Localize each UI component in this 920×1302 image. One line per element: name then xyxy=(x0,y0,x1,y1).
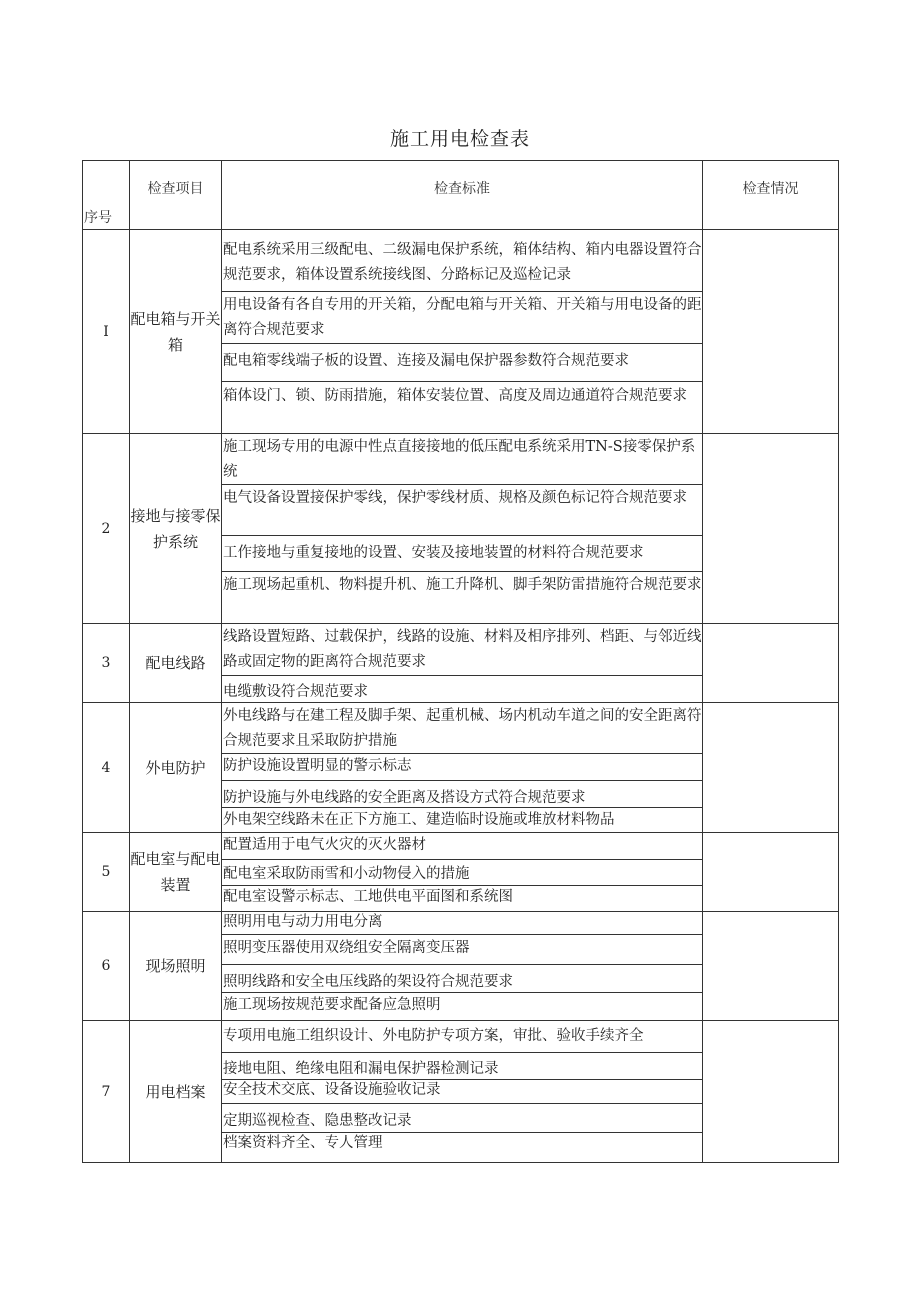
standard-line: 电气设备设置接保护零线，保护零线材质、规格及颜色标记符合规范要求 xyxy=(222,485,702,536)
result-cell[interactable] xyxy=(703,230,839,434)
standard-line: 防护设施与外电线路的安全距离及搭设方式符合规范要求 xyxy=(222,781,702,808)
table-row xyxy=(83,833,839,912)
standard-line: 照明线路和安全电压线路的架设符合规范要求 xyxy=(222,965,702,993)
page-title: 施工用电检查表 xyxy=(389,128,530,150)
section-number: 7 xyxy=(83,1021,130,1163)
result-cell[interactable] xyxy=(703,833,839,912)
section-number: 4 xyxy=(83,703,130,833)
standard-line: 安全技术交底、设备设施验收记录 xyxy=(222,1080,702,1104)
section-number: I xyxy=(83,230,130,434)
standard-line: 档案资料齐全、专人管理 xyxy=(223,1135,383,1151)
standards-cell xyxy=(222,703,703,833)
result-cell[interactable] xyxy=(703,1021,839,1163)
standard-line: 外电架空线路未在正下方施工、建造临时设施或堆放材料物品 xyxy=(223,812,615,828)
standards-cell xyxy=(222,434,703,624)
section-number: 3 xyxy=(83,624,130,703)
header-result: 检查情况 xyxy=(703,161,839,230)
standard-line: 专项用电施工组织设计、外电防护专项方案，审批、验收手续齐全 xyxy=(222,1021,702,1053)
standard-line: 工作接地与重复接地的设置、安装及接地装置的材料符合规范要求 xyxy=(222,536,702,572)
inspection-table xyxy=(82,160,839,1163)
section-item: 外电防护 xyxy=(130,703,222,833)
result-cell[interactable] xyxy=(703,912,839,1021)
table-row xyxy=(83,434,839,624)
standard-line: 施工现场专用的电源中性点直接接地的低压配电系统采用TN-S接零保护系统 xyxy=(222,434,702,485)
standards-cell xyxy=(222,230,703,434)
standard-line: 配置适用于电气火灾的灭火器材 xyxy=(222,833,702,860)
standard-line: 施工现场起重机、物料提升机、施工升降机、脚手架防雷措施符合规范要求 xyxy=(223,577,702,593)
section-item: 配电线路 xyxy=(130,624,222,703)
standards-cell xyxy=(222,833,703,912)
standard-line: 照明用电与动力用电分离 xyxy=(222,912,702,935)
standard-line: 外电线路与在建工程及脚手架、起重机械、场内机动车道之间的安全距离符合规范要求且采取防护措施 xyxy=(222,703,702,754)
table-row xyxy=(83,703,839,833)
section-number: 2 xyxy=(83,434,130,624)
standard-line: 电缆敷设符合规范要求 xyxy=(223,684,368,700)
section-number: 5 xyxy=(83,833,130,912)
result-cell[interactable] xyxy=(703,434,839,624)
result-cell[interactable] xyxy=(703,624,839,703)
table-row xyxy=(83,624,839,703)
table-row xyxy=(83,912,839,1021)
section-item: 接地与接零保护系统 xyxy=(130,434,222,624)
result-cell[interactable] xyxy=(703,703,839,833)
standard-line: 施工现场按规范要求配备应急照明 xyxy=(223,997,441,1013)
table-header-row xyxy=(83,161,839,230)
standard-line: 用电设备有各自专用的开关箱，分配电箱与开关箱、开关箱与用电设备的距离符合规范要求 xyxy=(222,292,702,344)
header-no: 序号 xyxy=(83,161,130,230)
table-row xyxy=(83,230,839,434)
standard-line: 接地电阻、绝缘电阻和漏电保护器检测记录 xyxy=(222,1053,702,1080)
header-standard: 检查标准 xyxy=(222,161,703,230)
section-item: 现场照明 xyxy=(130,912,222,1021)
standard-line: 照明变压器使用双绕组安全隔离变压器 xyxy=(222,935,702,965)
standard-line: 配电箱零线端子板的设置、连接及漏电保护器参数符合规范要求 xyxy=(222,344,702,382)
standard-line: 线路设置短路、过载保护，线路的设施、材料及相序排列、档距、与邻近线路或固定物的距离符合规范要求 xyxy=(222,624,702,676)
header-item: 检查项目 xyxy=(130,161,222,230)
standards-cell xyxy=(222,1021,703,1163)
standard-line: 定期巡视检查、隐患整改记录 xyxy=(222,1104,702,1133)
section-number: 6 xyxy=(83,912,130,1021)
standards-cell xyxy=(222,624,703,703)
section-item: 配电箱与开关箱 xyxy=(130,230,222,434)
section-item: 用电档案 xyxy=(130,1021,222,1163)
standard-line: 配电室采取防雨雪和小动物侵入的措施 xyxy=(222,860,702,886)
standard-line: 防护设施设置明显的警示标志 xyxy=(222,754,702,781)
section-item: 配电室与配电装置 xyxy=(130,833,222,912)
table-row xyxy=(83,1021,839,1163)
standards-cell xyxy=(222,912,703,1021)
standard-line: 箱体设门、锁、防雨措施，箱体安装位置、高度及周边通道符合规范要求 xyxy=(223,388,687,404)
standard-line: 配电室设警示标志、工地供电平面图和系统图 xyxy=(223,889,513,905)
standard-line: 配电系统采用三级配电、二级漏电保护系统，箱体结构、箱内电器设置符合规范要求，箱体设置系统接线图、分路标记及巡检记录 xyxy=(222,230,702,292)
